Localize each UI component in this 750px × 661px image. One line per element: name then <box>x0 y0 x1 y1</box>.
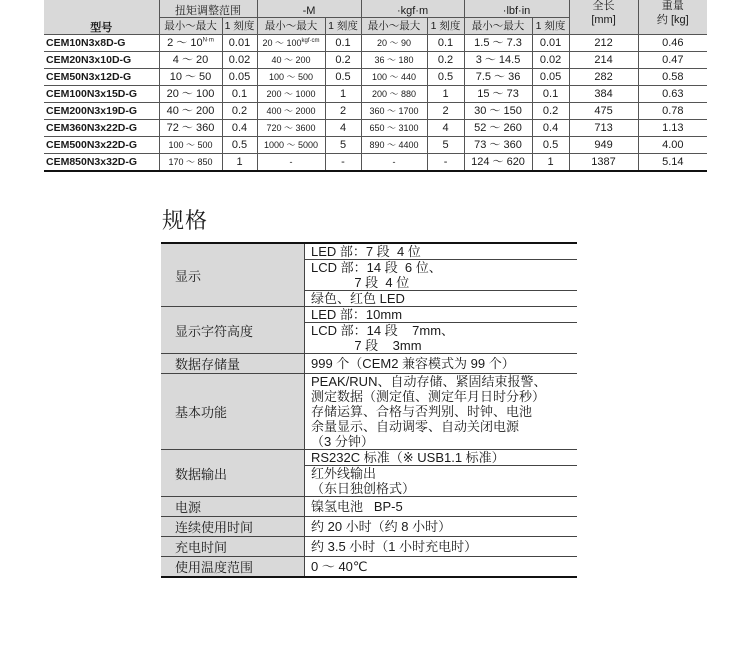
subheader: 最小～最大 <box>159 18 222 35</box>
lbf-step-cell: 0.1 <box>532 86 569 103</box>
nm-range-cell: 20 ～ 100 <box>159 86 222 103</box>
unit-superscript: kgf·cm <box>301 38 320 44</box>
header-weight: 重量 约 [kg] <box>638 0 707 35</box>
lbf-step-cell: 0.02 <box>532 52 569 69</box>
spec-value <box>305 450 578 466</box>
nm-range-cell: 10 ～ 50 <box>159 69 222 86</box>
lbf-range-cell: 15 ～ 73 <box>464 86 532 103</box>
length-cell: 949 <box>569 137 638 154</box>
spec-label: 显示字符高度 <box>161 307 305 354</box>
spec-value-line: LCD 部：14 段 6 位、 <box>311 260 442 275</box>
kgf-range-cell: 20 ～ 90 <box>361 35 427 52</box>
spec-row <box>161 557 577 578</box>
spec-row <box>161 243 577 260</box>
spec-row <box>161 354 577 374</box>
kgfcm-step-cell: 4 <box>325 120 361 137</box>
spec-value-line: LED 部：7 段 4 位 <box>311 244 421 259</box>
header-lbf: ·lbf·in <box>464 0 569 18</box>
nm-range-cell: 40 ～ 200 <box>159 103 222 120</box>
spec-label: 数据存储量 <box>161 354 305 374</box>
weight-cell: 1.13 <box>638 120 707 137</box>
nm-range-cell: 72 ～ 360 <box>159 120 222 137</box>
spec-label: 电源 <box>161 497 305 517</box>
spec-value-line: 测定数据（测定值、测定年月日时分秒） <box>311 389 546 404</box>
spec-value-line: 绿色、红色 LED <box>311 291 405 306</box>
kgf-range-cell: - <box>361 154 427 172</box>
unit-superscript: N·m <box>202 37 214 44</box>
subheader: 1 刻度 <box>532 18 569 35</box>
spec-row <box>161 374 577 450</box>
kgf-step-cell: 0.1 <box>427 35 464 52</box>
kgf-range-cell: 36 ～ 180 <box>361 52 427 69</box>
lbf-range-cell: 73 ～ 360 <box>464 137 532 154</box>
kgf-range-cell: 650 ～ 3100 <box>361 120 427 137</box>
spec-label: 基本功能 <box>161 374 305 450</box>
spec-value-line: 红外线输出 <box>311 466 377 481</box>
spec-value <box>305 323 578 354</box>
kgfcm-range-cell: 100 ～ 500 <box>257 69 325 86</box>
spec-table <box>161 242 577 578</box>
lbf-step-cell: 0.05 <box>532 69 569 86</box>
header-kgfcm: -M <box>257 0 361 18</box>
weight-cell: 0.58 <box>638 69 707 86</box>
model-cell: CEM10N3x8D-G <box>44 35 159 52</box>
header-torque-range: 扭矩调整范围 <box>159 0 257 18</box>
spec-value <box>305 497 578 517</box>
weight-cell: 4.00 <box>638 137 707 154</box>
subheader: 1 刻度 <box>325 18 361 35</box>
spec-value-line: 7 段 4 位 <box>311 275 410 290</box>
weight-cell: 5.14 <box>638 154 707 172</box>
table-row <box>44 86 707 103</box>
spec-label: 连续使用时间 <box>161 517 305 537</box>
kgfcm-step-cell: 2 <box>325 103 361 120</box>
kgf-range-cell: 890 ～ 4400 <box>361 137 427 154</box>
nm-range-cell: 4 ～ 20 <box>159 52 222 69</box>
table-row <box>44 137 707 154</box>
spec-value-line: 存储运算、合格与否判别、时钟、电池 <box>311 404 533 419</box>
kgf-step-cell: - <box>427 154 464 172</box>
kgfcm-step-cell: 5 <box>325 137 361 154</box>
kgfcm-step-cell: - <box>325 154 361 172</box>
spec-row <box>161 537 577 557</box>
lbf-range-cell: 1.5 ～ 7.3 <box>464 35 532 52</box>
length-cell: 384 <box>569 86 638 103</box>
spec-value <box>305 260 578 291</box>
spec-row <box>161 497 577 517</box>
nm-step-cell: 0.4 <box>222 120 257 137</box>
table-row <box>44 35 707 52</box>
weight-cell: 0.47 <box>638 52 707 69</box>
kgfcm-range-cell: 200 ～ 1000 <box>257 86 325 103</box>
nm-step-cell: 0.05 <box>222 69 257 86</box>
model-cell: CEM50N3x12D-G <box>44 69 159 86</box>
spec-value-line: LED 部：10mm <box>311 307 403 322</box>
lbf-range-cell: 3 ～ 14.5 <box>464 52 532 69</box>
nm-range-cell: 2 ～ $10^{N\cdot m}$ <box>159 35 222 52</box>
nm-step-cell: 0.5 <box>222 137 257 154</box>
spec-row <box>161 307 577 323</box>
spec-label: 使用温度范围 <box>161 557 305 578</box>
model-cell: CEM200N3x19D-G <box>44 103 159 120</box>
nm-range-cell: 170 ～ 850 <box>159 154 222 172</box>
header-model: 型号 <box>44 0 159 35</box>
spec-value-line: PEAK/RUN、自动存储、紧固结束报警、 <box>311 374 547 389</box>
length-cell: 282 <box>569 69 638 86</box>
model-cell: CEM20N3x10D-G <box>44 52 159 69</box>
weight-cell: 0.46 <box>638 35 707 52</box>
kgf-step-cell: 2 <box>427 103 464 120</box>
subheader: 最小～最大 <box>464 18 532 35</box>
lbf-range-cell: 124 ～ 620 <box>464 154 532 172</box>
subheader: 1 刻度 <box>222 18 257 35</box>
kgf-range-cell: 360 ～ 1700 <box>361 103 427 120</box>
model-cell: CEM100N3x15D-G <box>44 86 159 103</box>
spec-value <box>305 517 578 537</box>
table-row <box>44 103 707 120</box>
lbf-range-cell: 30 ～ 150 <box>464 103 532 120</box>
lbf-step-cell: 0.01 <box>532 35 569 52</box>
spec-value <box>305 291 578 307</box>
nm-step-cell: 1 <box>222 154 257 172</box>
spec-value-line: 999 个（CEM2 兼容模式为 99 个） <box>311 356 515 371</box>
kgf-step-cell: 5 <box>427 137 464 154</box>
kgfcm-step-cell: 0.2 <box>325 52 361 69</box>
kgf-step-cell: 0.2 <box>427 52 464 69</box>
kgfcm-range-cell: 40 ～ 200 <box>257 52 325 69</box>
nm-step-cell: 0.2 <box>222 103 257 120</box>
spec-value-line: 约 20 小时（约 8 小时） <box>311 519 452 534</box>
spec-value <box>305 466 578 497</box>
nm-step-cell: 0.02 <box>222 52 257 69</box>
kgfcm-step-cell: 1 <box>325 86 361 103</box>
lbf-range-cell: 52 ～ 260 <box>464 120 532 137</box>
model-cell: CEM850N3x32D-G <box>44 154 159 172</box>
length-cell: 713 <box>569 120 638 137</box>
model-spec-table <box>44 0 707 172</box>
spec-value-line: （东日独创格式） <box>311 481 416 496</box>
table-row <box>44 120 707 137</box>
subheader: 最小～最大 <box>257 18 325 35</box>
kgf-step-cell: 4 <box>427 120 464 137</box>
model-cell: CEM500N3x22D-G <box>44 137 159 154</box>
table-row <box>44 52 707 69</box>
spec-value-line: 镍氢电池 BP-5 <box>311 499 403 514</box>
header-length: 全长 [mm] <box>569 0 638 35</box>
table-row <box>44 154 707 172</box>
lbf-step-cell: 1 <box>532 154 569 172</box>
kgf-range-cell: 100 ～ 440 <box>361 69 427 86</box>
spec-value-line: 余量显示、自动调零、自动关闭电源 <box>311 419 520 434</box>
nm-step-cell: 0.1 <box>222 86 257 103</box>
kgfcm-range-cell: 400 ～ 2000 <box>257 103 325 120</box>
length-cell: 212 <box>569 35 638 52</box>
weight-cell: 0.63 <box>638 86 707 103</box>
kgfcm-range-cell: - <box>257 154 325 172</box>
spec-value <box>305 374 578 450</box>
spec-row <box>161 517 577 537</box>
subheader: 最小～最大 <box>361 18 427 35</box>
model-cell: CEM360N3x22D-G <box>44 120 159 137</box>
spec-label: 数据输出 <box>161 450 305 497</box>
lbf-range-cell: 7.5 ～ 36 <box>464 69 532 86</box>
kgfcm-range-cell: 20 ～ $100^{kgf\cdot cm}$ <box>257 35 325 52</box>
weight-cell: 0.78 <box>638 103 707 120</box>
spec-value <box>305 557 578 578</box>
length-cell: 1387 <box>569 154 638 172</box>
kgfcm-range-cell: 1000 ～ 5000 <box>257 137 325 154</box>
spec-value-line: LCD 部：14 段 7mm、 <box>311 323 455 338</box>
kgfcm-step-cell: 0.5 <box>325 69 361 86</box>
kgf-step-cell: 0.5 <box>427 69 464 86</box>
nm-step-cell: 0.01 <box>222 35 257 52</box>
lbf-step-cell: 0.2 <box>532 103 569 120</box>
spec-value-line: 7 段 3mm <box>311 338 422 353</box>
spec-label: 显示 <box>161 243 305 307</box>
spec-value-line: 0 ～ 40℃ <box>311 559 368 574</box>
spec-value-line: RS232C 标准（※ USB1.1 标准） <box>311 450 505 465</box>
kgfcm-step-cell: 0.1 <box>325 35 361 52</box>
spec-value-line: （3 分钟） <box>311 434 374 449</box>
spec-value <box>305 354 578 374</box>
header-kgf: ·kgf·m <box>361 0 464 18</box>
section-title: 规格 <box>162 209 209 234</box>
kgf-step-cell: 1 <box>427 86 464 103</box>
spec-value <box>305 307 578 323</box>
nm-range-cell: 100 ～ 500 <box>159 137 222 154</box>
kgf-range-cell: 200 ～ 880 <box>361 86 427 103</box>
subheader: 1 刻度 <box>427 18 464 35</box>
spec-value <box>305 537 578 557</box>
length-cell: 475 <box>569 103 638 120</box>
length-cell: 214 <box>569 52 638 69</box>
spec-value <box>305 243 578 260</box>
spec-row <box>161 450 577 466</box>
kgfcm-range-cell: 720 ～ 3600 <box>257 120 325 137</box>
lbf-step-cell: 0.4 <box>532 120 569 137</box>
table-row <box>44 69 707 86</box>
spec-value-line: 约 3.5 小时（1 小时充电时） <box>311 539 478 554</box>
spec-label: 充电时间 <box>161 537 305 557</box>
lbf-step-cell: 0.5 <box>532 137 569 154</box>
